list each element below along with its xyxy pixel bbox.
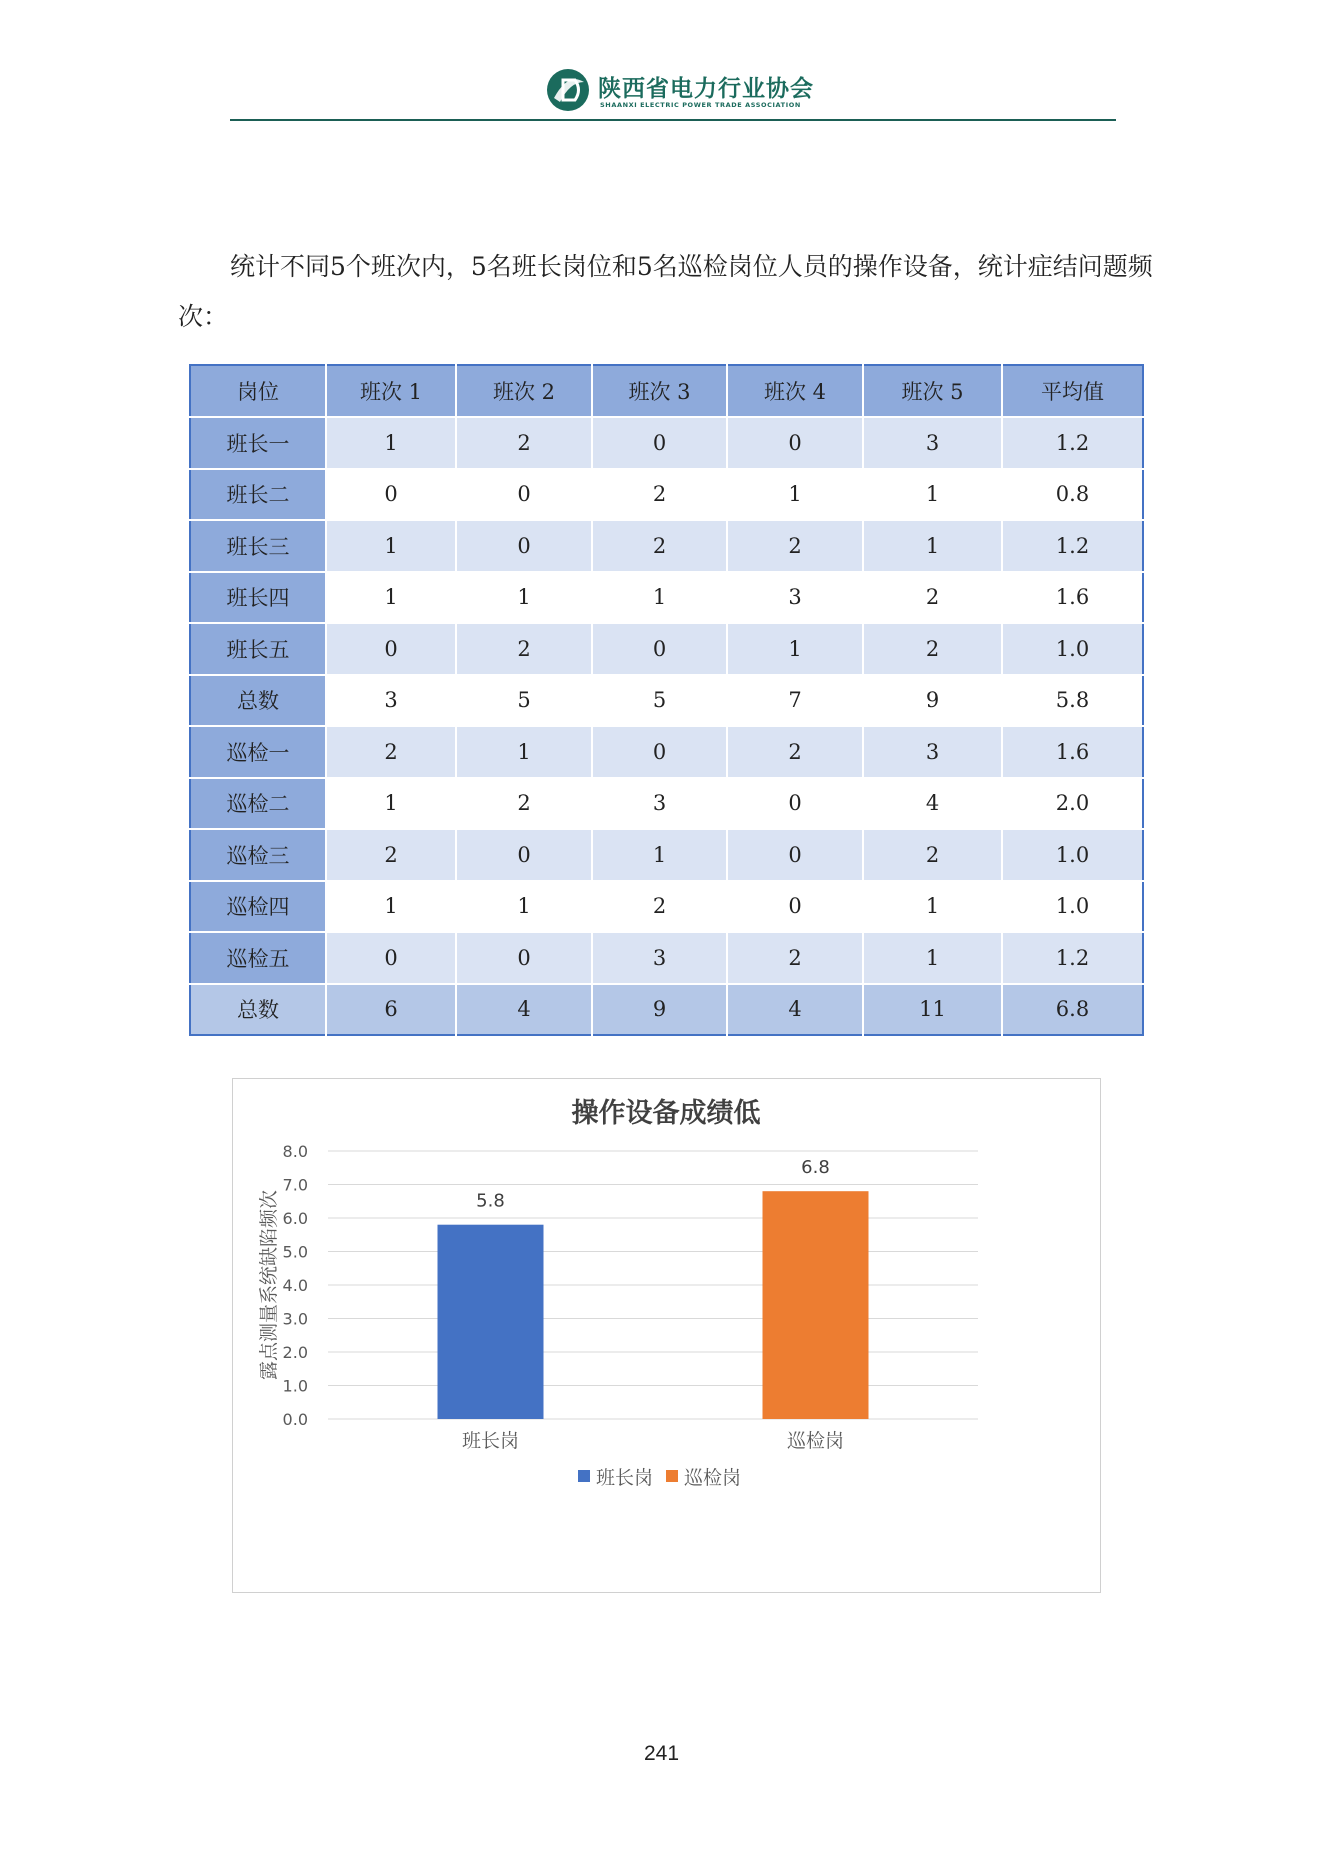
table-cell: 5 bbox=[456, 675, 592, 727]
col-header: 班次 1 bbox=[326, 365, 456, 417]
table-cell: 3 bbox=[326, 675, 456, 727]
table-cell: 9 bbox=[863, 675, 1002, 727]
table-cell: 1.6 bbox=[1002, 572, 1143, 624]
table-row bbox=[190, 881, 1143, 933]
table-cell: 2 bbox=[456, 417, 592, 469]
col-header: 平均值 bbox=[1002, 365, 1143, 417]
data-label: 5.8 bbox=[476, 1190, 505, 1212]
bar bbox=[438, 1225, 544, 1419]
y-tick-label: 4.0 bbox=[282, 1276, 308, 1295]
table-cell: 2 bbox=[863, 829, 1002, 881]
table-row bbox=[190, 778, 1143, 830]
table-cell: 1.2 bbox=[1002, 520, 1143, 572]
table-header-row bbox=[190, 365, 1143, 417]
table-cell: 1 bbox=[326, 778, 456, 830]
table-cell: 6 bbox=[326, 984, 456, 1036]
table-cell: 5.8 bbox=[1002, 675, 1143, 727]
table-cell: 1 bbox=[326, 572, 456, 624]
table-cell: 1.2 bbox=[1002, 417, 1143, 469]
table-cell: 1 bbox=[863, 881, 1002, 933]
table-cell: 3 bbox=[863, 417, 1002, 469]
col-header: 班次 4 bbox=[727, 365, 863, 417]
legend-swatch bbox=[578, 1470, 590, 1482]
y-tick-label: 3.0 bbox=[282, 1309, 308, 1329]
table-cell: 0 bbox=[592, 623, 727, 675]
col-header: 岗位 bbox=[190, 365, 326, 417]
table-row bbox=[190, 417, 1143, 469]
table-cell: 1 bbox=[727, 469, 863, 521]
row-header-cell: 总数 bbox=[190, 675, 326, 727]
org-name-en: SHAANXI ELECTRIC POWER TRADE ASSOCIATION bbox=[600, 101, 801, 109]
table-cell: 1 bbox=[456, 572, 592, 624]
table-cell: 0 bbox=[592, 417, 727, 469]
y-tick-label: 5.0 bbox=[282, 1242, 308, 1262]
col-header: 班次 3 bbox=[592, 365, 727, 417]
table-row bbox=[190, 984, 1143, 1036]
row-header-cell: 巡检二 bbox=[190, 778, 326, 830]
table-cell: 1 bbox=[863, 932, 1002, 984]
table-cell: 2 bbox=[863, 623, 1002, 675]
row-header-cell: 巡检五 bbox=[190, 932, 326, 984]
table-cell: 7 bbox=[727, 675, 863, 727]
table-cell: 2 bbox=[592, 881, 727, 933]
table-cell: 1.2 bbox=[1002, 932, 1143, 984]
table-cell: 1.0 bbox=[1002, 829, 1143, 881]
table-cell: 3 bbox=[592, 932, 727, 984]
table-row bbox=[190, 469, 1143, 521]
table-cell: 1.0 bbox=[1002, 881, 1143, 933]
table-cell: 2 bbox=[326, 829, 456, 881]
association-logo bbox=[546, 68, 846, 116]
table-cell: 1.0 bbox=[1002, 623, 1143, 675]
table-row bbox=[190, 572, 1143, 624]
table-cell: 0 bbox=[727, 417, 863, 469]
table-cell: 2 bbox=[592, 469, 727, 521]
table-row bbox=[190, 623, 1143, 675]
table-cell: 0 bbox=[592, 726, 727, 778]
table-cell: 2.0 bbox=[1002, 778, 1143, 830]
table-cell: 1 bbox=[326, 881, 456, 933]
y-tick-label: 1.0 bbox=[282, 1376, 308, 1396]
table-row bbox=[190, 829, 1143, 881]
table-cell: 4 bbox=[727, 984, 863, 1036]
table-cell: 0.8 bbox=[1002, 469, 1143, 521]
row-header-cell: 巡检一 bbox=[190, 726, 326, 778]
page-number: 241 bbox=[643, 1742, 680, 1765]
table-cell: 2 bbox=[863, 572, 1002, 624]
table-cell: 0 bbox=[456, 932, 592, 984]
y-tick-label: 0.0 bbox=[282, 1410, 308, 1429]
table-cell: 4 bbox=[456, 984, 592, 1036]
table-cell: 1 bbox=[863, 520, 1002, 572]
table-cell: 3 bbox=[727, 572, 863, 624]
association-emblem-icon bbox=[546, 68, 590, 112]
table-cell: 2 bbox=[456, 623, 592, 675]
table-cell: 11 bbox=[863, 984, 1002, 1036]
legend-swatch bbox=[666, 1470, 678, 1482]
row-header-cell: 班长五 bbox=[190, 623, 326, 675]
table-row bbox=[190, 932, 1143, 984]
table-cell: 2 bbox=[727, 932, 863, 984]
y-axis-label: 露点测量系统缺陷频次 bbox=[258, 1189, 280, 1381]
table-cell: 1 bbox=[592, 829, 727, 881]
legend-label: 巡检岗 bbox=[684, 1467, 742, 1489]
chart-title: 操作设备成绩低 bbox=[571, 1098, 761, 1129]
bar bbox=[763, 1191, 869, 1419]
table-row bbox=[190, 675, 1143, 727]
table-cell: 1.6 bbox=[1002, 726, 1143, 778]
table-cell: 1 bbox=[592, 572, 727, 624]
y-tick-label: 7.0 bbox=[282, 1175, 308, 1195]
header-divider bbox=[230, 119, 1116, 121]
intro-paragraph: 统计不同5个班次内，5名班长岗位和5名巡检岗位人员的操作设备，统计症结问题频次： bbox=[178, 252, 1153, 331]
table-row bbox=[190, 520, 1143, 572]
table-cell: 1 bbox=[326, 417, 456, 469]
table-cell: 4 bbox=[863, 778, 1002, 830]
legend-label: 班长岗 bbox=[596, 1467, 654, 1489]
y-tick-label: 2.0 bbox=[282, 1343, 308, 1362]
table-cell: 0 bbox=[326, 469, 456, 521]
col-header: 班次 2 bbox=[456, 365, 592, 417]
table-cell: 2 bbox=[727, 520, 863, 572]
table-cell: 3 bbox=[592, 778, 727, 830]
table-cell: 0 bbox=[727, 778, 863, 830]
row-header-cell: 班长一 bbox=[190, 417, 326, 469]
table-cell: 0 bbox=[727, 881, 863, 933]
x-tick-label: 班长岗 bbox=[461, 1430, 520, 1452]
x-tick-label: 巡检岗 bbox=[786, 1430, 845, 1452]
table-cell: 0 bbox=[456, 829, 592, 881]
table-cell: 2 bbox=[592, 520, 727, 572]
table-cell: 2 bbox=[456, 778, 592, 830]
row-header-cell: 班长三 bbox=[190, 520, 326, 572]
col-header: 班次 5 bbox=[863, 365, 1002, 417]
table-cell: 9 bbox=[592, 984, 727, 1036]
y-tick-label: 8.0 bbox=[282, 1142, 308, 1161]
table-cell: 2 bbox=[727, 726, 863, 778]
table-cell: 0 bbox=[326, 932, 456, 984]
org-name: 陕西省电力行业协会 bbox=[598, 76, 814, 102]
table-cell: 5 bbox=[592, 675, 727, 727]
table-cell: 1 bbox=[456, 881, 592, 933]
table-cell: 6.8 bbox=[1002, 984, 1143, 1036]
data-label: 6.8 bbox=[801, 1157, 830, 1179]
table-cell: 0 bbox=[326, 623, 456, 675]
table-row bbox=[190, 726, 1143, 778]
frequency-table bbox=[189, 364, 1144, 1036]
row-header-cell: 班长四 bbox=[190, 572, 326, 624]
table-cell: 0 bbox=[456, 469, 592, 521]
table-cell: 3 bbox=[863, 726, 1002, 778]
table-cell: 1 bbox=[326, 520, 456, 572]
y-tick-label: 6.0 bbox=[282, 1209, 308, 1228]
chart-canvas bbox=[233, 1079, 1100, 1592]
table-cell: 0 bbox=[456, 520, 592, 572]
page-header bbox=[230, 60, 1116, 122]
table-cell: 1 bbox=[456, 726, 592, 778]
bar-chart bbox=[232, 1078, 1101, 1593]
row-header-cell: 巡检三 bbox=[190, 829, 326, 881]
table-cell: 1 bbox=[727, 623, 863, 675]
table-cell: 1 bbox=[863, 469, 1002, 521]
row-header-cell: 巡检四 bbox=[190, 881, 326, 933]
row-header-cell: 总数 bbox=[190, 984, 326, 1036]
table-cell: 2 bbox=[326, 726, 456, 778]
table-cell: 0 bbox=[727, 829, 863, 881]
row-header-cell: 班长二 bbox=[190, 469, 326, 521]
